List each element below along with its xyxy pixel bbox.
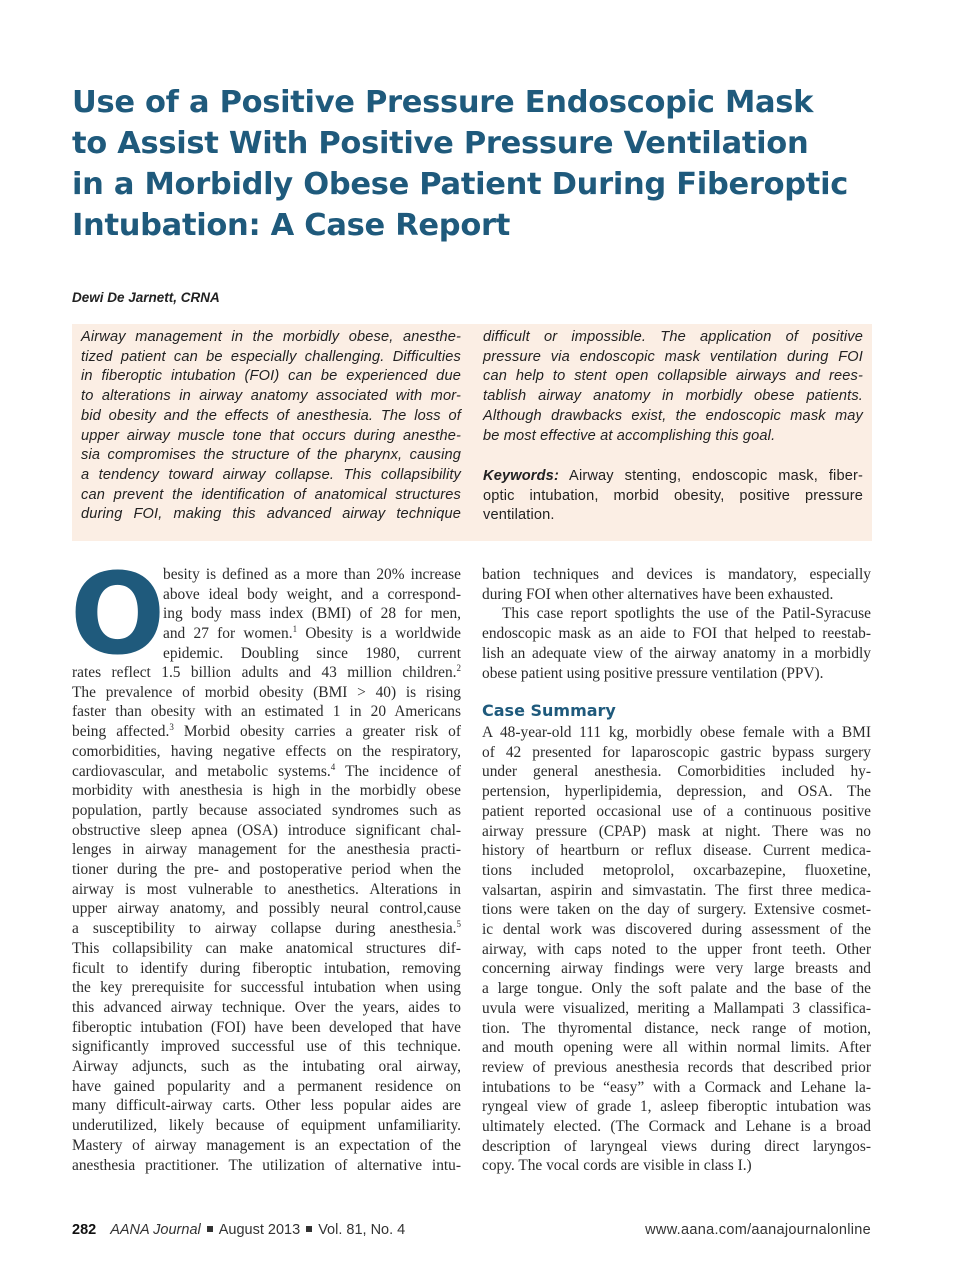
title-line: Use of a Positive Pressure Endoscopic Mask: [72, 85, 814, 120]
abstract-line: pressure via endoscopic mask ventilation during FOI: [483, 348, 863, 365]
body-line: a susceptibility to airway collapse during anesthesia.$^5$: [72, 919, 461, 938]
body-line: ultimately elected. (The Cormack and Lehane is a broad: [482, 1118, 871, 1136]
title-line: in a Morbidly Obese Patient During Fiberoptic: [72, 167, 849, 202]
abstract-left-column: [81, 328, 461, 525]
body-line: significantly improved successful use of this technique.: [72, 1038, 461, 1056]
body-line: underutilized, likely because of equipment unfamiliarity.: [72, 1117, 461, 1135]
body-line: many difficult-airway carts. Other less popular aides are: [72, 1097, 461, 1115]
keywords-label: Keywords:: [483, 468, 559, 484]
body-line: pertension, hyperlipidemia, depression, and OSA. The: [482, 783, 871, 801]
volume-info: Vol. 81, No. 4: [318, 1222, 406, 1238]
abstract-line: upper airway muscle tone that occurs during anesthe-: [81, 427, 461, 444]
body-line: besity is defined as a more than 20% increase: [163, 566, 461, 583]
body-line: obstructive sleep apnea (OSA) introduce significant chal-: [72, 821, 461, 839]
abstract-line: tablish airway anatomy in morbidly obese patients.: [483, 388, 863, 405]
body-line: patient reported occasional use of a continuous positive: [482, 802, 871, 820]
body-line: tioner during the pre- and postoperative period when the: [72, 861, 461, 879]
body-line: epidemic. Doubling since 1980, current: [163, 644, 461, 662]
body-line: ryngeal view of grade 1, asleep fiberoptic intubation was: [482, 1098, 871, 1116]
ref-4: 4: [330, 761, 336, 772]
journal-name: AANA Journal: [110, 1222, 201, 1238]
author-byline: Dewi De Jarnett, CRNA: [72, 290, 220, 305]
body-line: anesthesia practitioner. The utilization of alternative intu-: [72, 1156, 461, 1174]
body-line: upper airway anatomy, and possibly neural control,cause: [72, 900, 461, 918]
title-line: to Assist With Positive Pressure Ventilation: [72, 126, 809, 161]
body-line: bation techniques and devices is mandatory, especially: [482, 566, 871, 583]
body-line: cardiovascular, and metabolic systems.$^4$ The incidence of: [72, 761, 461, 780]
issue-date: August 2013: [218, 1222, 301, 1238]
body-line: a large tongue. Only the soft palate and the base of the: [482, 980, 871, 998]
left-body-column: [72, 663, 461, 1175]
body-line: have gained popularity and a permanent residence on: [72, 1077, 461, 1095]
body-line: This collapsibility can make anatomical structures dif-: [72, 939, 461, 957]
body-line: uvula were visualized, meriting a Mallampati 3 classifica-: [482, 999, 871, 1017]
body-line: airway pressure (CPAP) mask at night. There was no: [482, 822, 871, 840]
body-line: ficult to identify during fiberoptic intubation, removing: [72, 959, 461, 977]
abstract-line: in fiberoptic intubation (FOI) can be experienced due: [81, 368, 461, 385]
ref-2: 2: [456, 662, 461, 673]
body-line: The prevalence of morbid obesity (BMI > 40) is rising: [72, 683, 461, 701]
article-title: [72, 82, 892, 246]
abstract-line: to alterations in airway anatomy associated with mor-: [81, 388, 461, 405]
body-line: fiberoptic intubation (FOI) have been developed that have: [72, 1018, 461, 1036]
abstract-line: during FOI, making this advanced airway technique: [81, 506, 461, 523]
dropcap-text: [163, 565, 461, 664]
page-number: 282: [72, 1222, 97, 1238]
drop-cap: O: [70, 550, 166, 680]
body-line: review of previous anesthesia records that described prior: [482, 1058, 871, 1076]
journal-url: www.aana.com/aanajournalonline: [645, 1222, 871, 1238]
body-line: intubations to be “easy” with a Cormack and Lehane la-: [482, 1078, 871, 1096]
body-line: description of laryngeal views during direct laryngos-: [482, 1137, 871, 1155]
abstract-line: can prevent the identification of anatomical structures: [81, 486, 461, 503]
body-line: comorbidities, having negative effects on the respiratory,: [72, 742, 461, 760]
body-line: faster than obesity with an estimated 1 in 20 Americans: [72, 703, 461, 721]
body-line: lenges in airway management for the anesthesia practi-: [72, 841, 461, 859]
body-line: tion. The thyromental distance, neck range of motion,: [482, 1019, 871, 1037]
body-line: population, partly because associated syndromes such as: [72, 801, 461, 819]
body-line: during FOI when other alternatives have been exhausted.: [482, 585, 834, 603]
body-line: and 27 for women.$^1$ Obesity is a worldwide: [163, 623, 461, 643]
body-line: ing body mass index (BMI) of 28 for men,: [163, 605, 461, 623]
abstract-line: sia compromises the structure of the pharynx, causing: [81, 447, 461, 464]
abstract-line: difficult or impossible. The application of positive: [483, 329, 863, 345]
body-line: being affected.$^3$ Morbid obesity carries a greater risk of: [72, 721, 461, 741]
body-line: under general anesthesia. Comorbidities included hy-: [482, 763, 871, 781]
abstract-line: be most effective at accomplishing this goal.: [483, 427, 776, 444]
abstract-line: Airway management in the morbidly obese, anesthe-: [81, 329, 461, 345]
bullet-square-icon: [207, 1226, 213, 1232]
ref-1: 1: [292, 623, 298, 634]
body-line: of 42 presented for laparoscopic gastric bypass surgery: [482, 743, 871, 761]
body-line: Mastery of airway management is an expectation of the: [72, 1136, 461, 1154]
body-line: copy. The vocal cords are visible in class I.): [482, 1157, 752, 1175]
body-line: the key prerequisite for successful intubation when using: [72, 979, 461, 997]
body-line: lish an adequate view of the airway anatomy in a morbidly: [482, 644, 871, 662]
body-line: morbidity with anesthesia is high in the morbidly obese: [72, 782, 461, 800]
abstract-right-column: [483, 328, 863, 446]
body-line: A 48-year-old 111 kg, morbidly obese female with a BMI: [482, 724, 871, 741]
body-line: rates reflect 1.5 billion adults and 43 million children.$^2$: [72, 662, 461, 681]
body-line: tions were taken on the day of surgery. Extensive cosmet-: [482, 901, 871, 919]
title-line: Intubation: A Case Report: [72, 208, 511, 243]
body-line: valsartan, aspirin and simvastatin. The first three medica-: [482, 881, 871, 899]
page-footer: [72, 1222, 405, 1238]
keywords-text: ventilation.: [483, 507, 555, 524]
keywords-text: Airway stenting, endoscopic mask, fiber-: [558, 468, 863, 484]
keywords: [483, 467, 863, 526]
body-line: this advanced airway technique. Over the years, aides to: [72, 998, 461, 1016]
body-line: history of heartburn or reflux disease. Current medica-: [482, 842, 871, 860]
abstract-line: can help to stent open collapsible airways and rees-: [483, 368, 863, 385]
bullet-square-icon: [306, 1226, 312, 1232]
body-line: concerning airway findings were very large breasts and: [482, 960, 871, 978]
ref-5: 5: [456, 919, 461, 930]
body-line: obese patient using positive pressure ventilation (PPV).: [482, 664, 824, 682]
body-line: ic dental work was discovered during assessment of the: [482, 921, 871, 939]
ref-3: 3: [169, 721, 174, 732]
keywords-text: optic intubation, morbid obesity, positive pressure: [483, 487, 863, 504]
body-line: airway, with caps noted to the upper front teeth. Other: [482, 940, 871, 958]
right-intro-column: [482, 565, 871, 683]
abstract-line: bid obesity and the effects of anesthesia. The loss of: [81, 407, 461, 424]
body-line: endoscopic mask as an aide to FOI that helped to reestab-: [482, 625, 871, 643]
abstract-line: a tendency toward airway collapse. This collapsibility: [81, 466, 461, 483]
case-summary-column: [482, 723, 871, 1176]
body-line: airway is most vulnerable to anesthetics. Alterations in: [72, 880, 461, 898]
body-line: This case report spotlights the use of the Patil-Syracuse: [502, 605, 871, 623]
body-line: Airway adjuncts, such as the intubating oral airway,: [72, 1058, 461, 1076]
abstract-line: tized patient can be especially challenging. Difficulties: [81, 348, 461, 365]
body-line: tions included metoprolol, oxcarbazepine, fluoxetine,: [482, 861, 871, 879]
section-heading-case-summary: Case Summary: [482, 701, 616, 720]
body-line: and mouth opening were all within normal limits. After: [482, 1039, 871, 1057]
abstract-line: Although drawbacks exist, the endoscopic mask may: [483, 407, 863, 424]
body-line: above ideal body weight, and a correspond-: [163, 585, 461, 603]
